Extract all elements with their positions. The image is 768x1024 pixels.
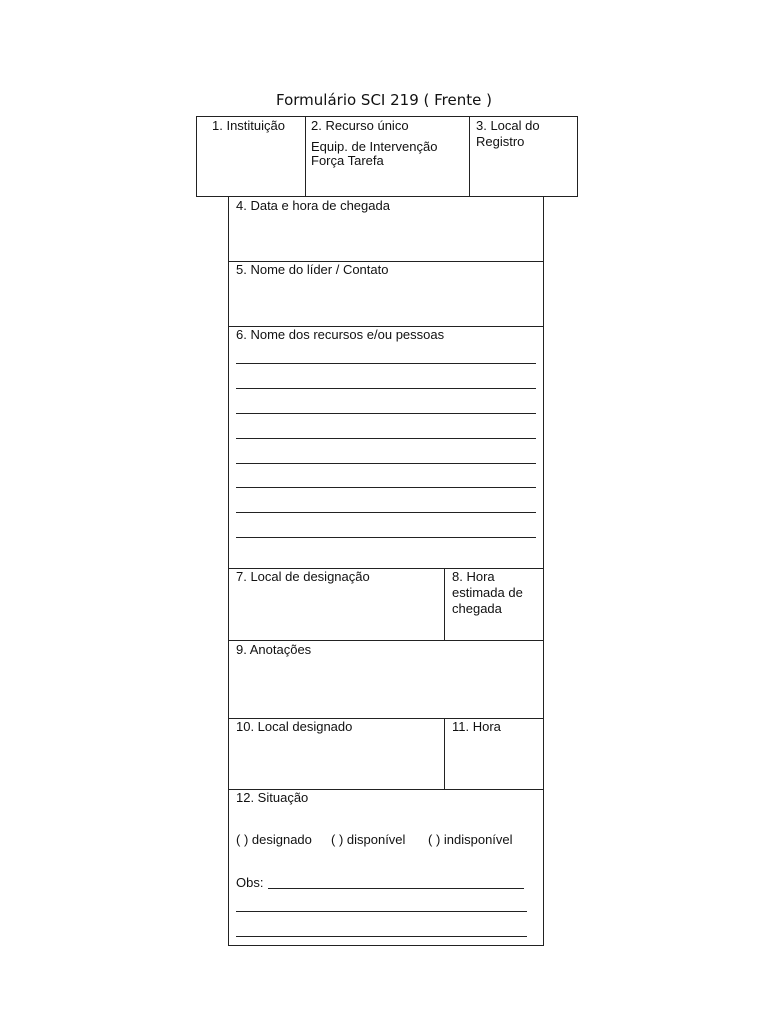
form-title: Formulário SCI 219 ( Frente ) — [276, 91, 492, 109]
option-intervention-team[interactable]: Equip. de Intervenção — [311, 139, 438, 154]
obs-line[interactable] — [236, 936, 527, 937]
resource-name-line[interactable] — [236, 438, 536, 439]
field-assignment-location-label: 7. Local de designação — [236, 569, 370, 584]
field-time-label: 11. Hora — [452, 719, 501, 734]
resource-name-line[interactable] — [236, 537, 536, 538]
resource-name-line[interactable] — [236, 388, 536, 389]
field-assigned-location-label: 10. Local designado — [236, 719, 353, 734]
status-unavailable-checkbox[interactable]: ( ) indisponível — [428, 832, 513, 847]
field-estimated-arrival-label: 8. Hora estimada de chegada — [452, 569, 523, 616]
status-available-checkbox[interactable]: ( ) disponível — [331, 832, 406, 847]
resource-name-line[interactable] — [236, 413, 536, 414]
obs-label: Obs: — [236, 875, 264, 890]
field-registry-location-label: 3. Local do Registro — [476, 118, 540, 149]
option-task-force[interactable]: Força Tarefa — [311, 153, 384, 168]
field-resource-names-label: 6. Nome dos recursos e/ou pessoas — [236, 327, 445, 342]
field-institution-label: 1. Instituição — [212, 118, 285, 133]
field-leader-contact-label: 5. Nome do líder / Contato — [236, 262, 389, 277]
resource-name-line[interactable] — [236, 512, 536, 513]
field-notes-label: 9. Anotações — [236, 642, 312, 657]
resource-name-line[interactable] — [236, 363, 536, 364]
field-single-resource-label: 2. Recurso único — [311, 118, 409, 133]
obs-line[interactable] — [236, 911, 527, 912]
status-assigned-checkbox[interactable]: ( ) designado — [236, 832, 312, 847]
resource-name-line[interactable] — [236, 487, 536, 488]
resource-name-line[interactable] — [236, 463, 536, 464]
field-arrival-datetime-label: 4. Data e hora de chegada — [236, 198, 390, 213]
obs-line[interactable] — [268, 888, 524, 889]
field-status — [228, 789, 544, 946]
field-status-label: 12. Situação — [236, 790, 309, 805]
